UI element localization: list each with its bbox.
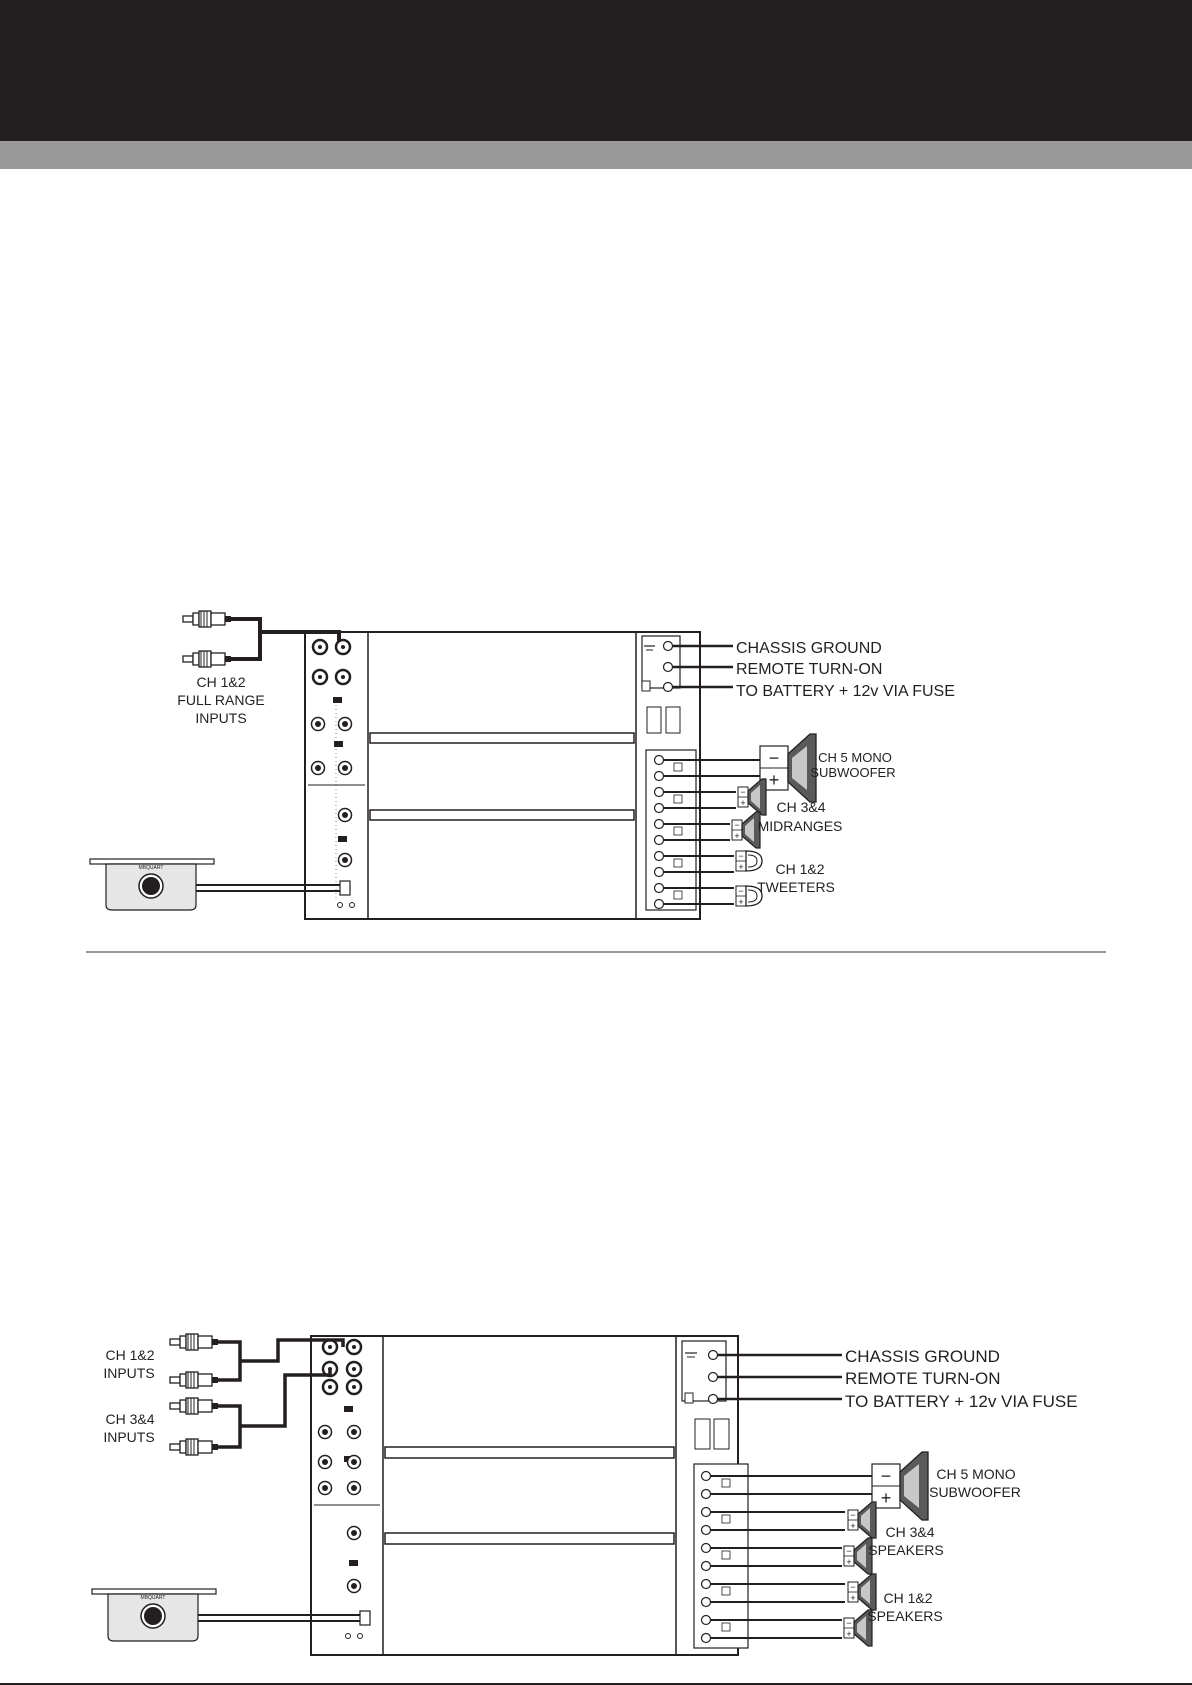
to-battery-label: TO BATTERY + 12v VIA FUSE bbox=[736, 683, 955, 700]
bass-knob-remote bbox=[92, 1589, 216, 1641]
speaker-icon bbox=[848, 1502, 876, 1538]
speaker-icon bbox=[848, 1574, 876, 1610]
chassis-ground-label: CHASSIS GROUND bbox=[845, 1347, 1000, 1366]
heatsink-fin bbox=[370, 810, 634, 820]
ch5-label-line: CH 5 MONO bbox=[818, 750, 892, 765]
amplifier-body bbox=[305, 632, 700, 919]
ch5-label-line: CH 5 MONO bbox=[936, 1466, 1016, 1482]
ch12-label-line: SPEAKERS bbox=[867, 1608, 943, 1624]
heatsink-fin bbox=[370, 733, 634, 743]
ch34-label-line: MIDRANGES bbox=[757, 818, 843, 834]
rca-connector-bottom bbox=[183, 651, 231, 667]
ch34-input-label-line: CH 3&4 bbox=[105, 1411, 155, 1427]
remote-turn-on-label: REMOTE TURN-ON bbox=[845, 1369, 1001, 1388]
ch12-label-line: CH 1&2 bbox=[775, 861, 825, 877]
ch34-input-label-line: INPUTS bbox=[103, 1429, 155, 1445]
ch5-label-line: SUBWOOFER bbox=[929, 1484, 1021, 1500]
rca-connector-top bbox=[183, 611, 231, 627]
input-label-line: FULL RANGE bbox=[177, 692, 265, 708]
ch34-label-line: CH 3&4 bbox=[885, 1524, 935, 1540]
midrange-speaker-icon bbox=[732, 812, 760, 848]
heatsink-fin bbox=[385, 1447, 674, 1458]
ch12-input-label-line: CH 1&2 bbox=[105, 1347, 155, 1363]
heatsink-fin bbox=[385, 1533, 674, 1544]
rca-connector bbox=[170, 1334, 218, 1350]
chassis-ground-label: CHASSIS GROUND bbox=[736, 640, 882, 657]
input-label-line: CH 1&2 bbox=[196, 674, 246, 690]
amplifier-body bbox=[311, 1336, 738, 1655]
to-battery-label: TO BATTERY + 12v VIA FUSE bbox=[845, 1392, 1078, 1411]
subwoofer-icon bbox=[760, 734, 816, 802]
subwoofer-icon bbox=[872, 1452, 928, 1520]
ch12-label-line: CH 1&2 bbox=[883, 1590, 933, 1606]
rca-connector bbox=[170, 1439, 218, 1455]
bass-knob-brand: MBQUART bbox=[138, 865, 164, 871]
ch12-label-line: TWEETERS bbox=[757, 879, 835, 895]
rca-connector bbox=[170, 1398, 218, 1414]
bass-knob-remote bbox=[90, 859, 214, 910]
midrange-speaker-icon bbox=[738, 779, 766, 815]
diagram-2 bbox=[92, 1334, 1078, 1655]
ch34-label-line: CH 3&4 bbox=[776, 799, 826, 815]
ch34-label-line: SPEAKERS bbox=[868, 1542, 944, 1558]
rca-connector bbox=[170, 1372, 218, 1388]
remote-turn-on-label: REMOTE TURN-ON bbox=[736, 661, 883, 678]
ch5-label-line: SUBWOOFER bbox=[810, 765, 896, 780]
input-label-line: INPUTS bbox=[195, 710, 247, 726]
diagram-1 bbox=[90, 611, 955, 919]
bass-knob-brand: MBQUART bbox=[140, 1595, 166, 1601]
ch12-input-label-line: INPUTS bbox=[103, 1365, 155, 1381]
tweeter-icon bbox=[736, 851, 762, 872]
